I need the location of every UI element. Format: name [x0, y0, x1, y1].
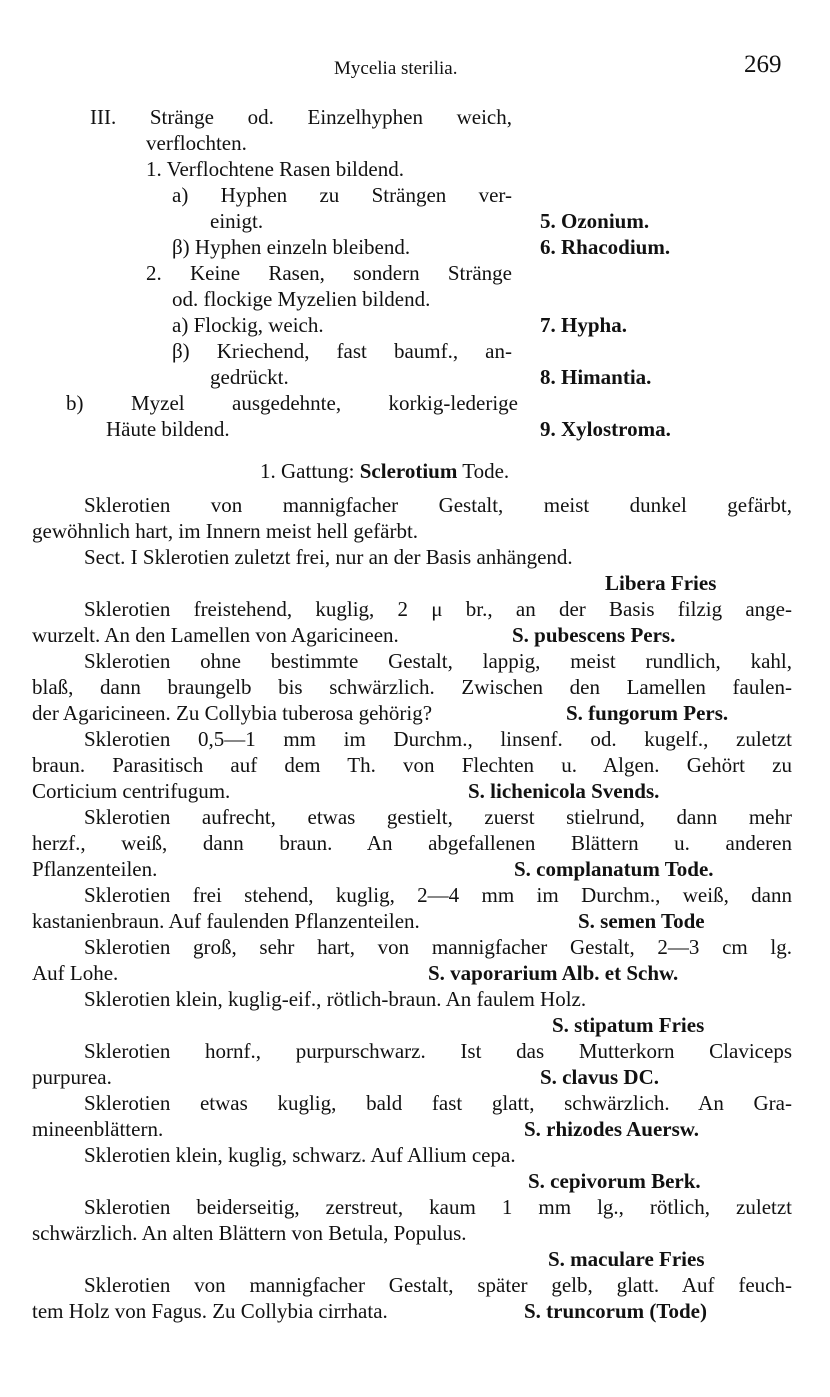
species-name: S. cepivorum Berk.: [528, 1169, 701, 1193]
species-name: S. semen Tode: [578, 909, 705, 933]
body-line: Sklerotien klein, kuglig-eif., rötlich-braun. An faulem Holz.: [84, 987, 587, 1011]
species-name: S. lichenicola Svends.: [468, 779, 660, 803]
body-line: Sklerotien ohne bestimmte Gestalt, lappig, meist rundlich, kahl,: [84, 649, 792, 673]
body-line: blaß, dann braungelb bis schwärzlich. Zwischen den Lamellen faulen-: [32, 675, 792, 699]
genus-author: Tode.: [462, 459, 510, 483]
key-line: verflochten.: [146, 131, 247, 155]
body-line: Sklerotien groß, sehr hart, von mannigfacher Gestalt, 2—3 cm lg.: [84, 935, 792, 959]
species-name: S. rhizodes Auersw.: [524, 1117, 700, 1141]
section-name: Libera Fries: [605, 571, 717, 595]
key-line: b) Myzel ausgedehnte, korkig-lederige: [66, 391, 518, 415]
key-result: 6. Rhacodium.: [540, 235, 671, 259]
species-name: S. fungorum Pers.: [566, 701, 729, 725]
body-line: Auf Lohe.: [32, 961, 119, 985]
body-line: Sklerotien von mannigfacher Gestalt, später gelb, glatt. Auf feuch-: [84, 1273, 792, 1297]
body-line: Sklerotien 0,5—1 mm im Durchm., linsenf. od. kugelf., zuletzt: [84, 727, 792, 751]
body-line: Pflanzenteilen.: [32, 857, 158, 881]
key-line: a) Flockig, weich.: [172, 313, 324, 337]
genus-prefix: 1. Gattung:: [260, 459, 355, 483]
key-line: od. flockige Myzelien bildend.: [172, 287, 431, 311]
body-line: mineenblättern.: [32, 1117, 164, 1141]
key-line: III. Stränge od. Einzelhyphen weich,: [90, 105, 512, 129]
body-line: der Agaricineen. Zu Collybia tuberosa gehörig?: [32, 701, 433, 725]
key-line: a) Hyphen zu Strängen ver-: [172, 183, 512, 207]
body-line: Sklerotien hornf., purpurschwarz. Ist das Mutterkorn Claviceps: [84, 1039, 792, 1063]
body-line: Sklerotien freistehend, kuglig, 2 μ br., an der Basis filzig ange-: [84, 597, 792, 621]
species-name: S. stipatum Fries: [552, 1013, 705, 1037]
species-name: S. maculare Fries: [548, 1247, 705, 1271]
species-name: S. pubescens Pers.: [512, 623, 676, 647]
body-line: Corticium centrifugum.: [32, 779, 231, 803]
key-line: 1. Verflochtene Rasen bildend.: [146, 157, 404, 181]
body-line: wurzelt. An den Lamellen von Agaricineen.: [32, 623, 399, 647]
key-line: β) Hyphen einzeln bleibend.: [172, 235, 411, 259]
body-line: herzf., weiß, dann braun. An abgefallenen Blättern u. anderen: [32, 831, 792, 855]
key-result: 8. Himantia.: [540, 365, 652, 389]
key-line: β) Kriechend, fast baumf., an-: [172, 339, 512, 363]
key-result: 5. Ozonium.: [540, 209, 650, 233]
body-line: Sklerotien von mannigfacher Gestalt, meist dunkel gefärbt,: [84, 493, 792, 517]
key-line: 2. Keine Rasen, sondern Stränge: [146, 261, 512, 285]
body-line: Sklerotien beiderseitig, zerstreut, kaum 1 mm lg., rötlich, zuletzt: [84, 1195, 792, 1219]
body-line: gewöhnlich hart, im Innern meist hell gefärbt.: [32, 519, 419, 543]
running-title: Mycelia sterilia.: [334, 58, 458, 79]
genus-name: Sclerotium: [359, 459, 458, 483]
body-line: Sklerotien frei stehend, kuglig, 2—4 mm im Durchm., weiß, dann: [84, 883, 792, 907]
body-line: schwärzlich. An alten Blättern von Betula, Populus.: [32, 1221, 467, 1245]
body-line: Sklerotien aufrecht, etwas gestielt, zuerst stielrund, dann mehr: [84, 805, 792, 829]
body-line: braun. Parasitisch auf dem Th. von Flechten u. Algen. Gehört zu: [32, 753, 792, 777]
species-name: S. vaporarium Alb. et Schw.: [428, 961, 679, 985]
body-line: kastanienbraun. Auf faulenden Pflanzenteilen.: [32, 909, 420, 933]
body-line: purpurea.: [32, 1065, 112, 1089]
species-name: S. clavus DC.: [540, 1065, 660, 1089]
body-line: Sklerotien etwas kuglig, bald fast glatt, schwärzlich. An Gra-: [84, 1091, 792, 1115]
key-result: 9. Xylostroma.: [540, 417, 671, 441]
body-line: tem Holz von Fagus. Zu Collybia cirrhata.: [32, 1299, 388, 1323]
body-line: Sklerotien klein, kuglig, schwarz. Auf Allium cepa.: [84, 1143, 516, 1167]
body-line: Sect. I Sklerotien zuletzt frei, nur an der Basis anhängend.: [84, 545, 573, 569]
species-name: S. complanatum Tode.: [514, 857, 714, 881]
key-line: einigt.: [210, 209, 264, 233]
species-name: S. truncorum (Tode): [524, 1299, 707, 1323]
page-number: 269: [744, 51, 782, 78]
key-line: Häute bildend.: [106, 417, 230, 441]
genus-heading: [260, 458, 509, 484]
key-result: 7. Hypha.: [540, 313, 627, 337]
key-line: gedrückt.: [210, 365, 289, 389]
